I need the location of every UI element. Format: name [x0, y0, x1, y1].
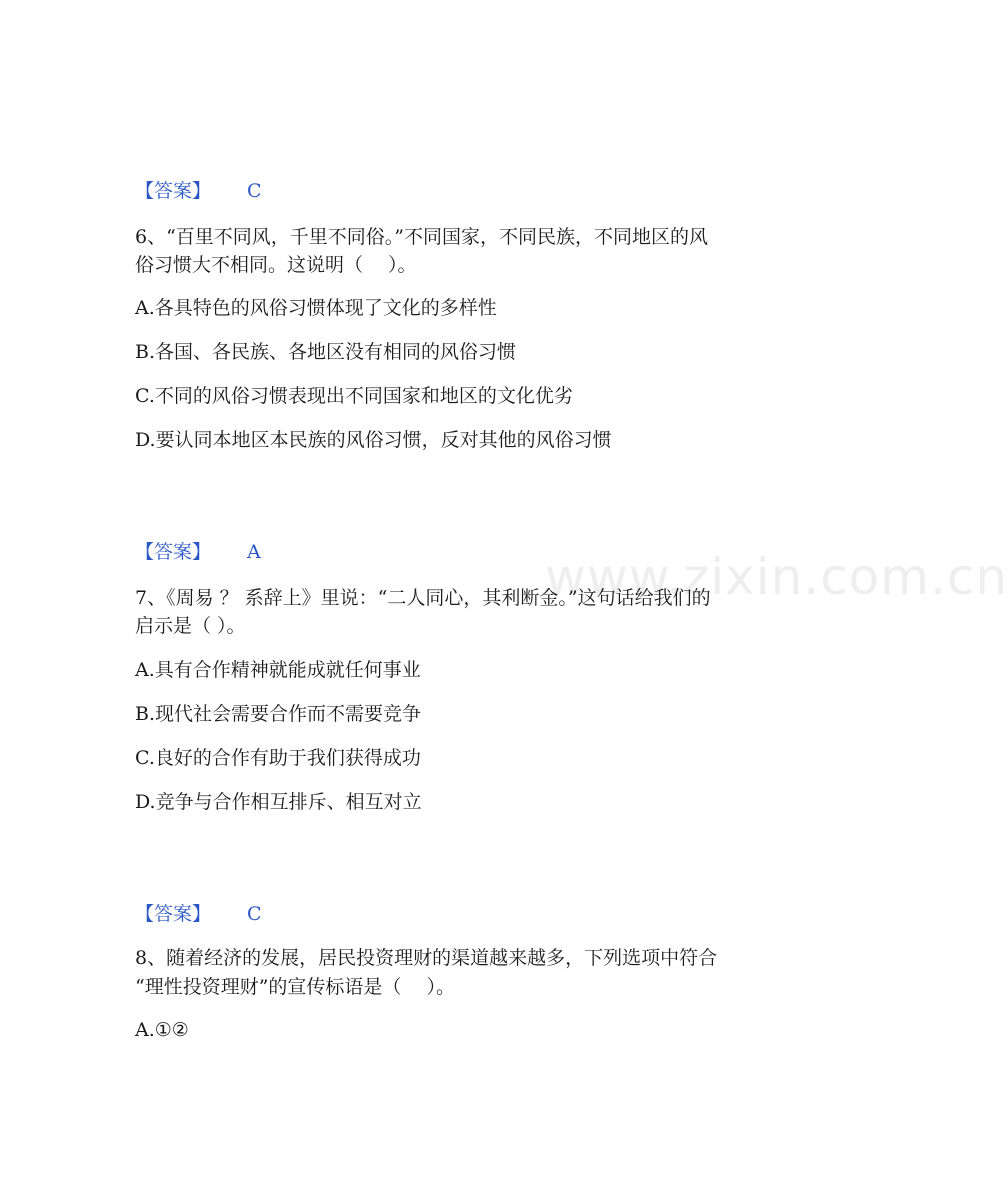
option-b: B.现代社会需要合作而不需要竞争	[135, 703, 422, 725]
question-text: 6、“百里不同风，千里不同俗。”不同国家，不同民族，不同地区的风	[135, 226, 709, 248]
answer-line	[135, 902, 262, 926]
option-c: C.不同的风俗习惯表现出不同国家和地区的文化优劣	[135, 385, 573, 407]
option-a: A.具有合作精神就能成就任何事业	[135, 659, 421, 681]
question-text: 8、随着经济的发展，居民投资理财的渠道越来越多，下列选项中符合	[135, 947, 718, 969]
option-d: D.要认同本地区本民族的风俗习惯，反对其他的风俗习惯	[135, 429, 612, 451]
answer-line	[135, 179, 262, 203]
question-text: “理性投资理财”的宣传标语是（ ）。	[135, 976, 455, 998]
question-text: 启示是（ ）。	[135, 615, 246, 637]
option-a: A.①②	[135, 1019, 189, 1041]
watermark: www.zixin.com.cn	[545, 548, 1008, 606]
answer-label: 【答案】	[135, 541, 212, 563]
answer-value: C	[247, 180, 262, 202]
answer-label: 【答案】	[135, 180, 212, 202]
answer-line	[135, 540, 261, 564]
question-text: 7、《周易 ？ 系辞上》里说：“二人同心，其利断金。”这句话给我们的	[135, 587, 711, 609]
answer-value: A	[247, 541, 261, 563]
option-a: A.各具特色的风俗习惯体现了文化的多样性	[135, 297, 497, 319]
answer-label: 【答案】	[135, 903, 212, 925]
option-d: D.竞争与合作相互排斥、相互对立	[135, 791, 422, 813]
answer-value: C	[247, 903, 262, 925]
option-b: B.各国、各民族、各地区没有相同的风俗习惯	[135, 341, 517, 363]
option-c: C.良好的合作有助于我们获得成功	[135, 747, 421, 769]
question-text: 俗习惯大不相同。这说明（ ）。	[135, 254, 417, 276]
